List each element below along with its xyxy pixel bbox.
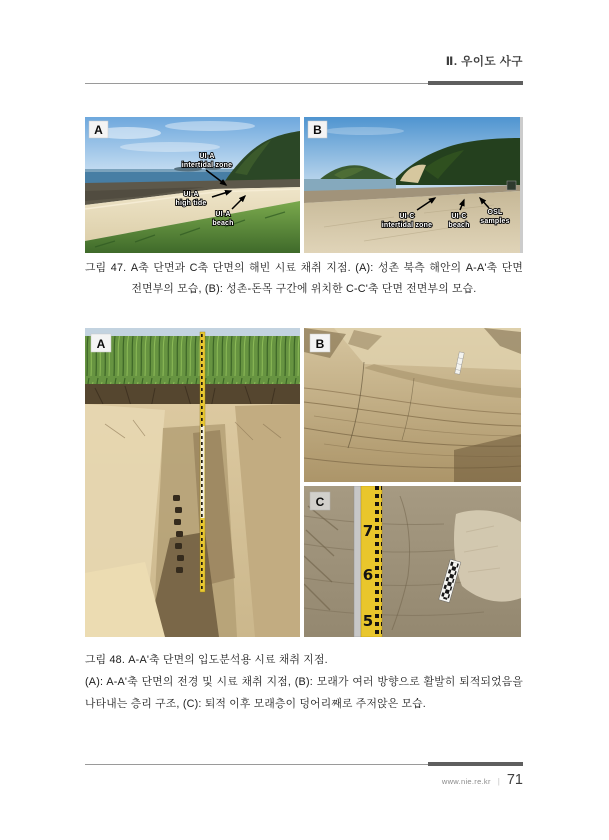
measuring-staff [200,332,205,592]
svg-text:OSL: OSL [487,209,503,216]
svg-text:UI-A: UI-A [183,191,199,198]
svg-text:UI-C: UI-C [451,213,467,220]
svg-text:7: 7 [362,522,374,540]
figure48-photo-c [304,486,521,637]
figure48-caption-line2: (A): A-A'축 단면의 전경 및 시료 채취 지점, (B): 모래가 여러 방향으로 활발히 퇴적되었음을 [85,676,523,688]
figure48-photo-b [304,328,521,482]
photo-label [89,121,108,138]
figure48-caption-line3: 나타내는 층리 구조, (C): 퇴적 이후 모래층이 덩어리째로 주저앉은 모습. [85,698,426,710]
section-title: Ⅱ. 우이도 사구 [445,56,523,68]
figure47-caption [85,258,523,300]
osl-sign [507,181,516,190]
svg-text:UI-C: UI-C [399,213,415,220]
beach-photo-uic [304,117,520,253]
svg-text:C: C [315,495,325,509]
trench-photo [85,328,300,637]
header-rule-accent [428,81,523,85]
svg-text:A: A [96,337,106,351]
measuring-staff [354,486,382,637]
footer-website: www.nie.re.kr [441,777,491,786]
svg-text:6: 6 [362,566,374,584]
svg-text:beach: beach [212,220,234,227]
figure48-caption [85,649,523,715]
figure47-photo-a [85,117,300,253]
footer [85,772,523,788]
page-number: 71 [506,772,523,788]
footer-rule-accent [428,762,523,766]
svg-text:UI-A: UI-A [199,153,215,160]
figure47-caption-line1: 그림 47. A축 단면과 C축 단면의 해빈 시료 채취 지점. (A): 성촌 북측 해안의 A-A'축 단면 [85,262,523,274]
svg-text:5: 5 [362,612,374,630]
cloud [165,121,255,131]
footer-divider: | [497,777,500,786]
svg-text:A: A [94,123,103,137]
svg-text:intertidal zone: intertidal zone [381,222,433,229]
photo-label [310,334,330,352]
photo-label [91,334,111,352]
figure48-photo-a [85,328,300,637]
svg-text:B: B [313,123,322,137]
figure48-caption-line1: 그림 48. A-A'축 단면의 입도분석용 시료 채취 지점. [85,654,328,666]
photo-label [310,492,330,510]
figure47-caption-line2: 전면부의 모습, (B): 성촌-돈목 구간에 위치한 C-C'축 단면 전면부의 모습. [131,283,477,295]
figure48-photos [85,328,523,637]
cloud [324,127,404,135]
svg-text:UI-A: UI-A [215,211,231,218]
svg-text:intertidal zone: intertidal zone [181,162,233,169]
svg-text:samples: samples [480,218,510,225]
cloud [120,142,220,152]
svg-text:high tide: high tide [175,200,207,207]
figure47-photos [85,117,523,253]
photo-label [308,121,327,138]
slumped-sand-photo [304,486,521,637]
svg-text:beach: beach [448,222,470,229]
root-layer [85,384,300,406]
figure47-photo-b [304,117,523,253]
grass-blades [85,336,300,388]
beach-photo-uia [85,117,300,253]
cross-bedding-photo [304,328,521,482]
svg-text:B: B [315,337,325,351]
